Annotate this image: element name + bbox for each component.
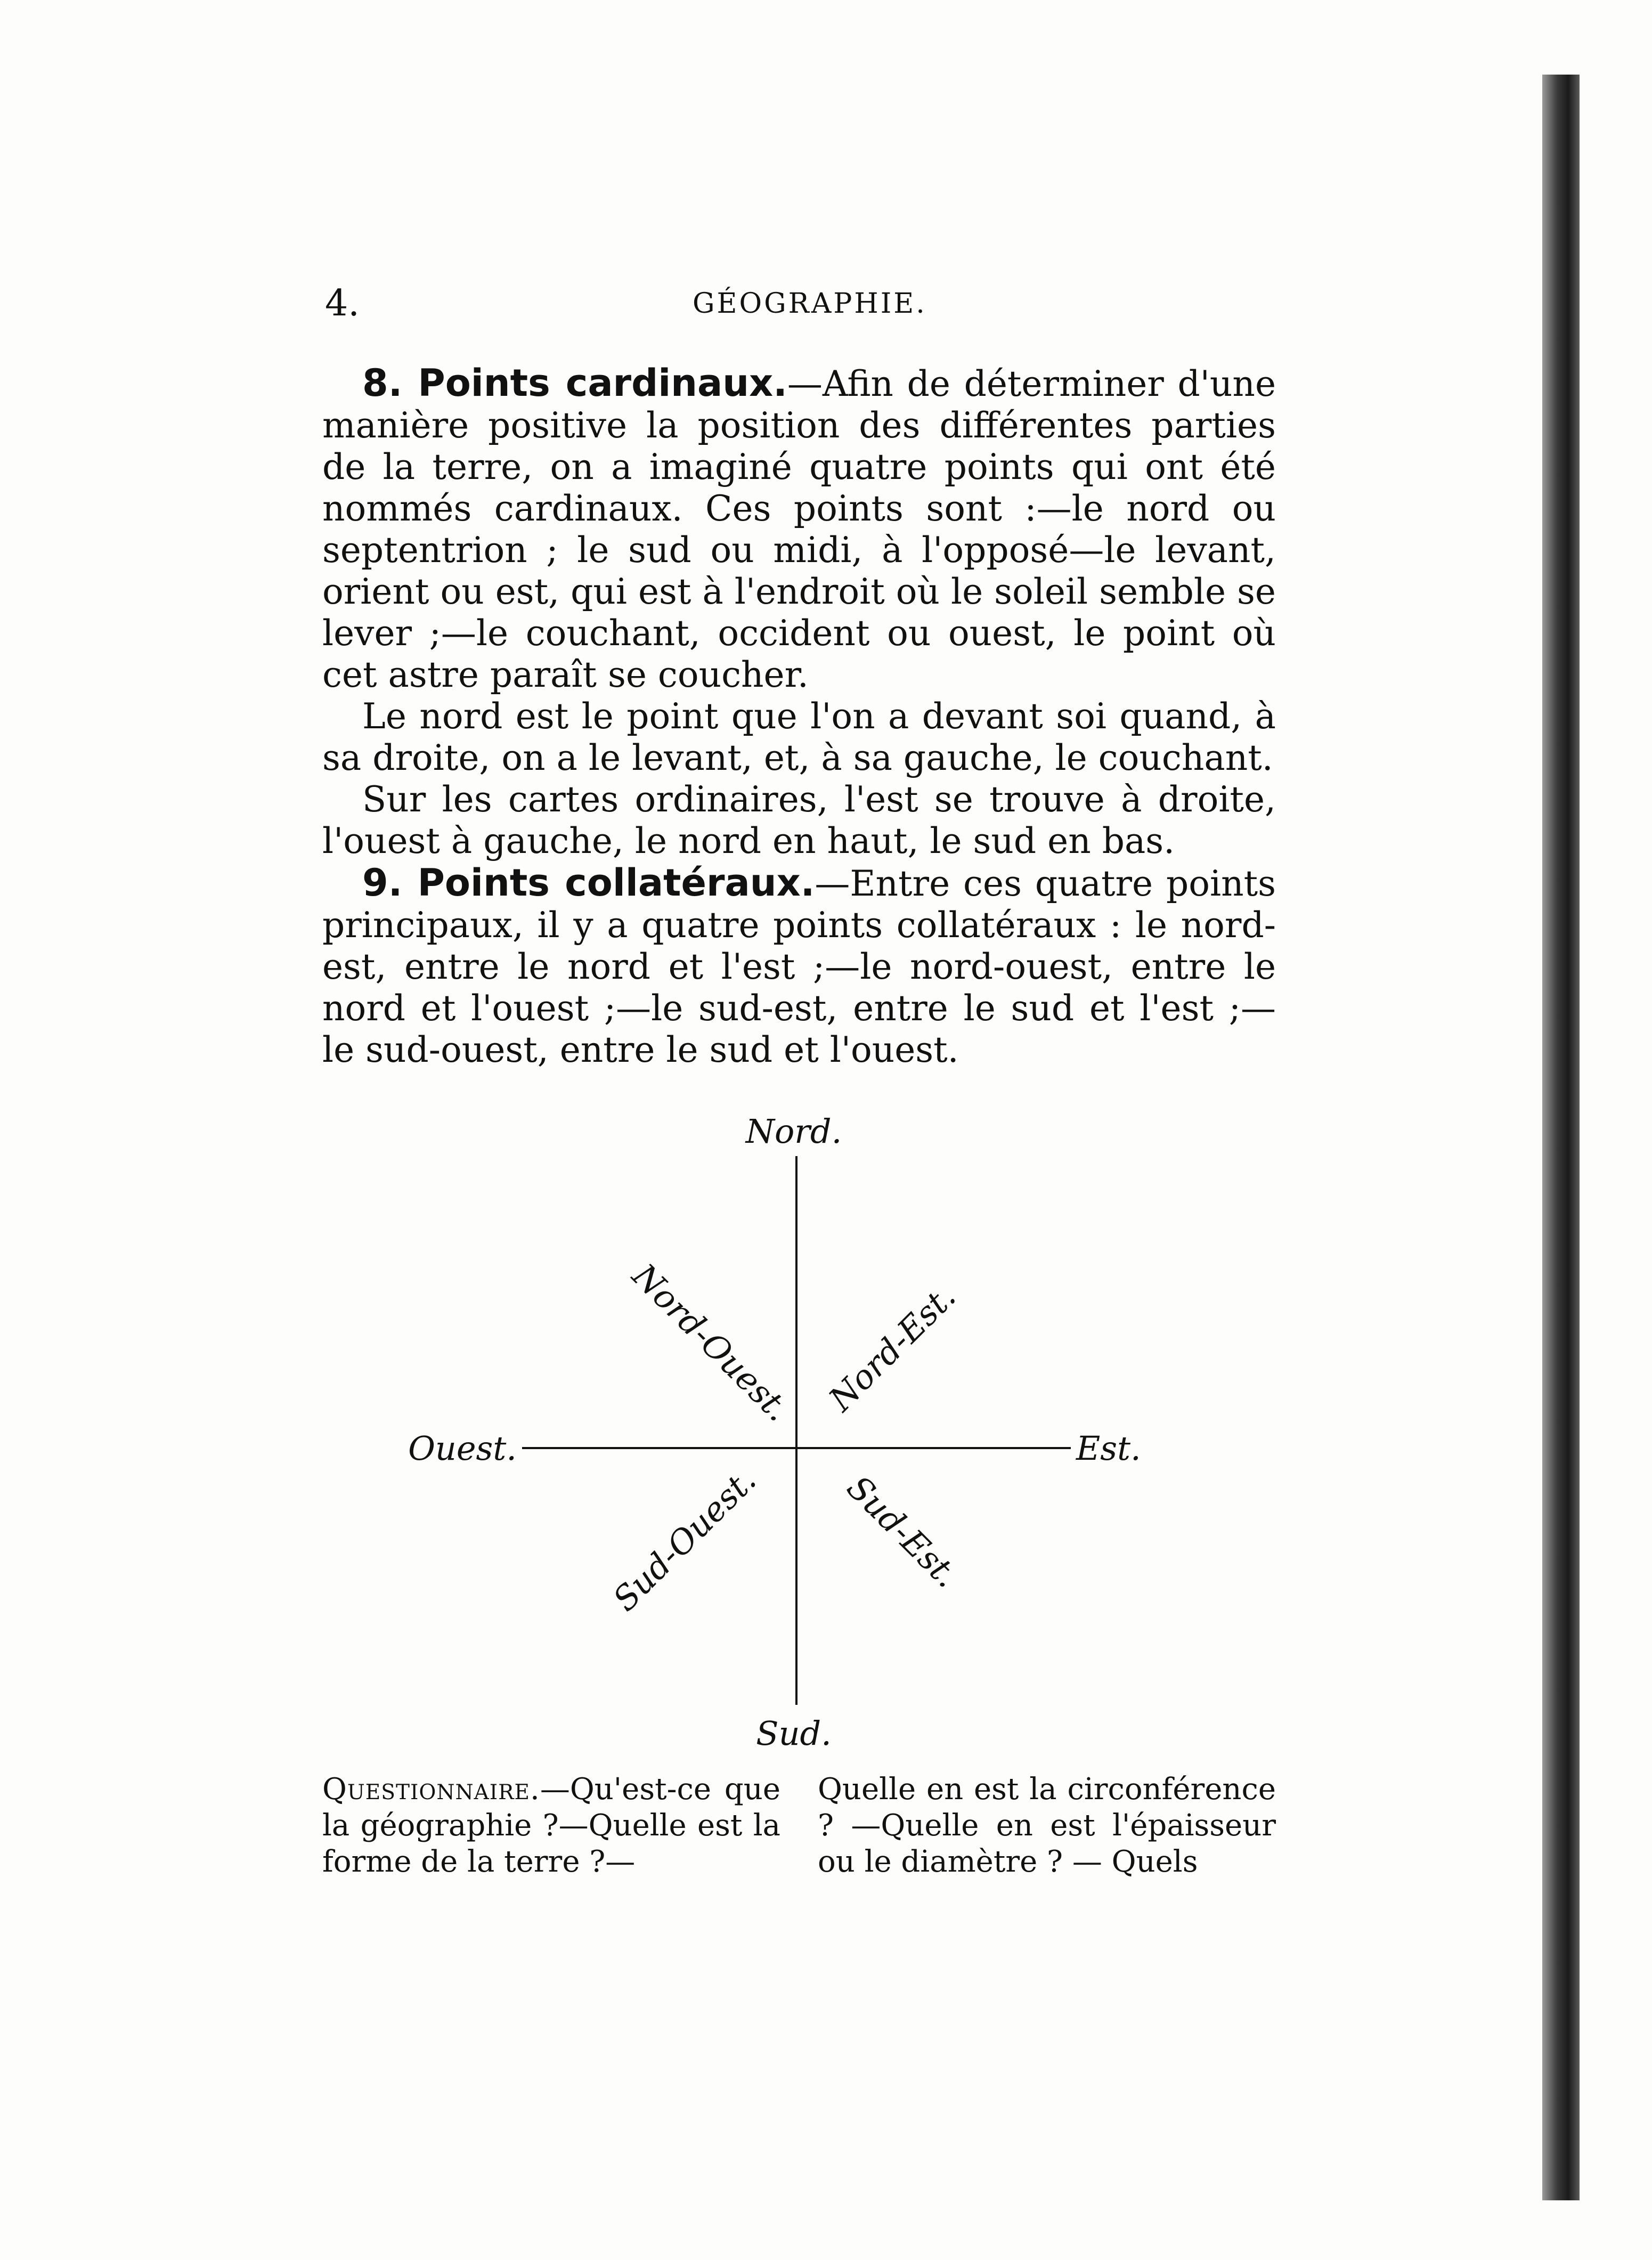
label-sud: Sud. [756,1714,832,1753]
section-8-paragraph [322,362,1276,696]
section-8-paragraph-2: Le nord est le point que l'on a devant soi quand, à sa droite, on a le levant, et, à sa gauche, le couchant. [322,696,1276,778]
main-text [322,362,1276,1071]
section-8-heading: 8. Points cardinaux. [362,361,787,405]
label-sud-est: Sud-Est. [839,1468,967,1596]
compass-diagram [320,1108,1279,1758]
page-number: 4. [325,282,360,324]
section-9-text: —Entre ces quatre points principaux, il y a quatre points collatéraux : le nord-est, entre le nord et l'est ;—le nord-ouest, entre le nord et l'ouest ;—le sud-est, entre le sud et l'est ;— le sud-ouest, entre le sud et l'ouest. [322,863,1276,1070]
label-ouest: Ouest. [408,1429,517,1468]
label-est: Est. [1076,1429,1141,1468]
label-nord: Nord. [745,1112,842,1151]
running-title: GÉOGRAPHIE. [693,288,927,320]
questionnaire-left-column [322,1771,780,1880]
section-9-heading: 9. Points collatéraux. [362,861,815,905]
section-9-paragraph [322,862,1276,1071]
section-8-paragraph-3: Sur les cartes ordinaires, l'est se trouve à droite, l'ouest à gauche, le nord en haut, le sud en bas. [322,779,1276,861]
questionnaire-left-text: —Qu'est-ce que la géographie ?—Quelle est la forme de la terre ?— [322,1772,780,1879]
page-header [325,282,1284,325]
section-8-text: —Afin de déterminer d'une manière positive la position des différentes parties de la terre, on a imaginé quatre points qui ont été nommés cardinaux. Ces points sont :—le nord ou septentrion ; le sud ou midi, à l'opposé—le levant, orient ou est, qui est à l'endroit où le soleil semble se lever ;—le couchant, occident ou ouest, le point où cet astre paraît se coucher. [322,363,1276,695]
label-sud-ouest: Sud-Ouest. [605,1460,764,1619]
questionnaire-right-column: Quelle en est la circonférence ? —Quelle en est l'épaisseur ou le diamètre ? — Quels [818,1772,1276,1879]
book-spine-shadow [1542,75,1580,2200]
label-nord-ouest: Nord-Ouest. [625,1256,798,1429]
label-nord-est: Nord-Est. [821,1277,963,1419]
questionnaire-label: Questionnaire. [322,1772,540,1807]
